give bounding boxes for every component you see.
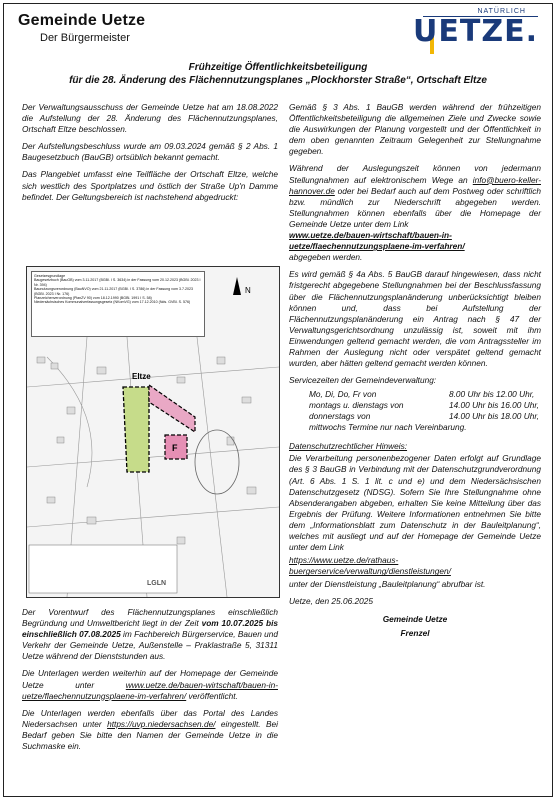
left-column-bottom: [22, 607, 278, 758]
site-map: [26, 266, 280, 598]
svg-text:N: N: [245, 286, 251, 295]
area-label: F: [172, 443, 178, 453]
notice-page: [3, 3, 553, 797]
service-hours-title: Servicezeiten der Gemeindeverwaltung:: [289, 375, 437, 386]
service-hours-table: [309, 389, 539, 433]
paragraph: Während der Auslegungszeit können von jedermann Stellungnahmen auf elektronischem Wege an info@buero-keller-hannover.de oder bei Bedarf auch auf dem Postweg oder schriftlich bzw. mündlich zur Niederschrift abgegeben werden. Stellungnahmen können ebenfalls über die Homepage der Gemeinde Uetze unter dem Link www.uetze.de/bauen-wirtschaft/bauen-in-uetze/flaechennutzungsplaene-im-verfahren/ abgegeben werden.: [289, 163, 541, 263]
department: Der Bürgermeister: [40, 32, 130, 44]
statement-link[interactable]: www.uetze.de/bauen-wirtschaft/bauen-in-uetze/flaechennutzungsplaene-im-verfahren/: [289, 230, 465, 252]
notice-title: Frühzeitige Öffentlichkeitsbeteiligung für die 28. Änderung des Flächennutzungsplanes „Plockhorster Straße“, Ortschaft Eltze: [69, 62, 487, 86]
paragraph: Gemäß § 3 Abs. 1 BauGB werden während der frühzeitigen Öffentlichkeitsbeteiligung die allgemeinen Ziele und Zwecke sowie die Auswirkungen der Planung vorgestellt und der Öffentlichkeit in dem oben genannten Zeitraum Gelegenheit zur Stellungnahme gegeben.: [289, 102, 541, 157]
service-row: montags u. dienstags von 14.00 Uhr bis 16.00 Uhr,: [309, 400, 539, 411]
email-link[interactable]: info@buero-keller-hannover.de: [289, 174, 541, 196]
org-name: Gemeinde Uetze: [18, 12, 146, 29]
paragraph: Der Aufstellungsbeschluss wurde am 09.03.2024 gemäß § 2 Abs. 1 Baugesetzbuch (BauGB) ortsüblich bekannt gemacht.: [22, 141, 278, 163]
place-label: Eltze: [132, 372, 151, 381]
service-row: Mo, Di, Do, Fr von 8.00 Uhr bis 12.00 Uhr,: [309, 389, 535, 400]
paragraph: unter der Dienstleistung „Bauleitplanung“ abrufbar ist.: [289, 579, 486, 590]
date-line: Uetze, den 25.06.2025: [289, 596, 373, 607]
paragraph: Die Verarbeitung personenbezogener Daten erfolgt auf Grundlage des § 3 BauGB in Verbindung mit der Datenschutzgrundverordnung (Art. 6 Abs. 1 S. 1 lit. c und e) und dem Niedersächsischen Datenschutzgesetz (NDSG). Sofern Sie Ihre Stellungnahme ohne Absenderangaben abgeben, erhalten Sie keine Mitteilung über das Ergebnis der Prüfung. Weitere Informationen entnehmen Sie bitte dem „Informationsblatt zum Datenschutz in der Bauleitplanung“, welches mit ausliegt und auf der Homepage der Gemeinde Uetze unter dem Link: [289, 453, 541, 553]
paragraph: Es wird gemäß § 4a Abs. 5 BauGB darauf hingewiesen, dass nicht fristgerecht abgegebene Stellungnahmen bei der Beschlussfassung über die Flächennutzungsplanänderung unberücksichtigt bleiben können und, dass bei Aufstellung der Flächennutzungsplanänderung ein Antrag nach § 47 der Verwaltungsgerichtsordnung unzulässig ist, soweit mit ihm Einwendungen geltend gemacht werden, die vom Antragssteller im Rahmen der Auslegung nicht oder verspätet geltend gemacht wurden, aber hätten geltend gemacht werden können.: [289, 269, 541, 369]
uetze-logo: NATÜRLICH UETZE.: [414, 8, 544, 56]
uvp-portal-link[interactable]: https://uvp.niedersachsen.de/: [107, 718, 216, 729]
paragraph: Die Unterlagen werden weiterhin auf der Homepage der Gemeinde Uetze unter www.uetze.de/bauen-wirtschaft/bauen-in-uetze/flaechennutzungsplaene-im-verfahren/ veröffentlicht.: [22, 668, 278, 701]
service-row: donnerstags von 14.00 Uhr bis 18.00 Uhr,: [309, 411, 539, 422]
map-legend: Gesetzesgrundlage Baugesetzbuch (BauGB) vom 3.11.2017 (BGBl. I S. 3634) in der Fassung vom 20.12.2023 (BGBl. 2023 I Nr. 394) Baunutzungsverordnung (BauNVO) vom 21.11.2017 (BGBl. I S. 3786) in der Fassung vom 3.7.2023 (BGBl. 2023 I Nr. 176) Planzeichenverordnung (PlanZV 90) vom 18.12.1990 (BGBl. 1991 I S. 58) Niedersächsisches Kommunalverfassungsgesetz (NKomVG) vom 17.12.2010 (Nds. GVBl. S. 576): [31, 271, 205, 337]
privacy-link[interactable]: https://www.uetze.de/rathaus-buergerservice/verwaltung/dienstleistungen/: [289, 555, 451, 577]
signature-name: Frenzel: [400, 627, 430, 638]
paragraph: Das Plangebiet umfasst eine Teilfläche der Ortschaft Eltze, welche sich westlich des Sportplatzes und östlich der Straße Up'n Damme befindet. Der Geltungsbereich ist nachstehend abgedruckt:: [22, 169, 278, 202]
map-credit: LGLN: [147, 580, 167, 587]
paragraph: Der Vorentwurf des Flächennutzungsplanes einschließlich Begründung und Umweltbericht liegt in der Zeit vom 10.07.2025 bis einschließlich 07.08.2025 im Fachbereich Bürgerservice, Bauen und Verkehr der Gemeinde Uetze, Außenstelle – Praklastraße 5, 31311 Uetze während der Dienststunden aus.: [22, 607, 279, 662]
homepage-link[interactable]: www.uetze.de/bauen-wirtschaft/bauen-in-uetze/flaechennutzungsplaene-im-verfahren/: [22, 679, 278, 701]
paragraph: Der Verwaltungsausschuss der Gemeinde Uetze hat am 18.08.2022 die Aufstellung der 28. Änderung des Flächennutzungsplanes, Ortschaft Eltze beschlossen.: [22, 102, 278, 135]
header: [18, 12, 145, 44]
right-column: [289, 102, 541, 639]
service-row: mittwochs Termine nur nach Vereinbarung.: [309, 422, 467, 433]
left-column: [22, 102, 278, 209]
privacy-title: Datenschutzrechtlicher Hinweis:: [289, 441, 408, 452]
paragraph: Die Unterlagen werden ebenfalls über das Portal des Landes Niedersachsen unter https://uvp.niedersachsen.de/ eingestellt. Bei Bedarf geben Sie bitte den Namen der Gemeinde Uetze in die Suchmaske ein.: [22, 707, 278, 752]
signature-org: Gemeinde Uetze: [382, 613, 448, 624]
